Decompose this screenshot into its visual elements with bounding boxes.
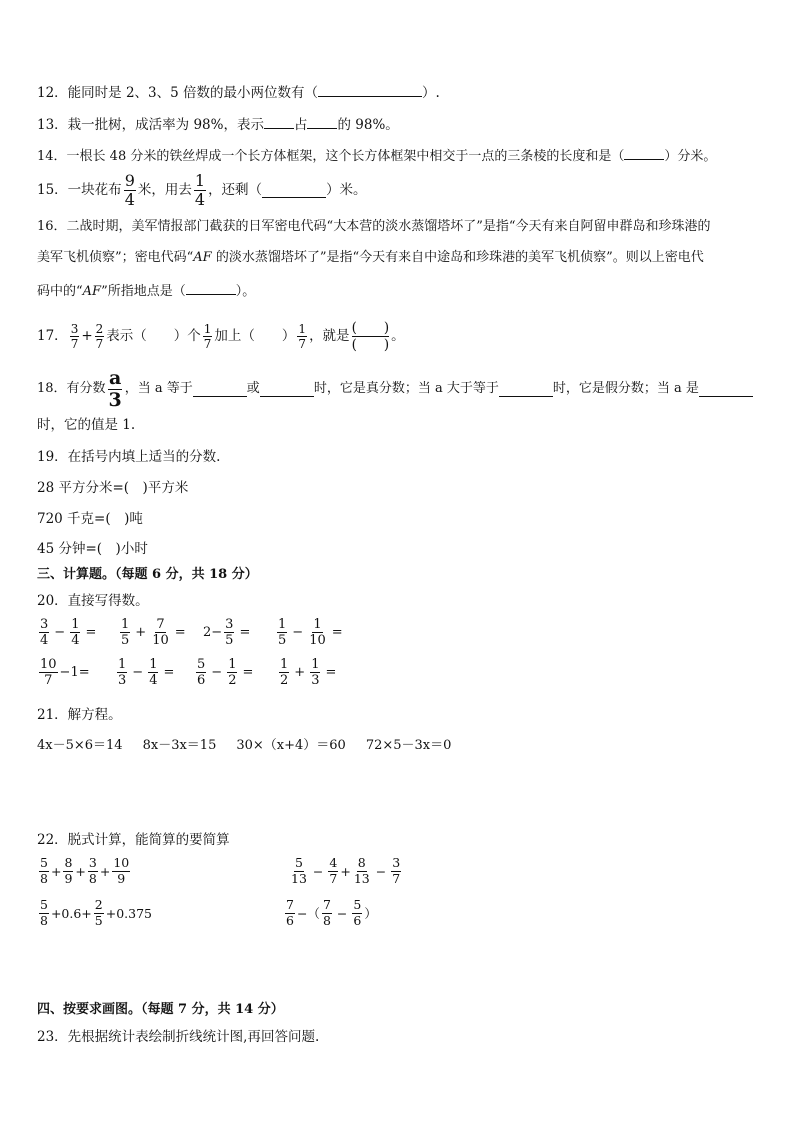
fraction-numerator: 8 xyxy=(64,855,73,870)
q20-title-text: 20．直接写得数。 xyxy=(37,593,149,609)
fraction-denominator: 6 xyxy=(197,673,206,688)
q18-text-b: ，当 a 等于 xyxy=(124,381,193,396)
equals-sign: = xyxy=(331,625,343,640)
q18-blank-2[interactable] xyxy=(260,382,314,397)
q16-line-3-text-b: ”所指地点是（ xyxy=(101,284,186,299)
q16-line-2-text-a: 美军飞机侦察”；密电代码“ xyxy=(37,250,194,265)
fraction-numerator: 1 xyxy=(121,617,130,632)
q15-fraction-1 xyxy=(124,170,136,209)
q20-item-4 xyxy=(275,618,346,647)
q20-item-8 xyxy=(277,658,339,687)
q20-item-6 xyxy=(115,658,177,687)
question-18-line-2 xyxy=(37,415,135,435)
fraction-denominator: 8 xyxy=(88,870,97,886)
q16-line-3-text-c: ）。 xyxy=(235,284,256,299)
fraction xyxy=(328,857,338,885)
fraction xyxy=(63,857,73,885)
fraction-numerator: 5 xyxy=(40,855,48,870)
fraction-numerator: 5 xyxy=(40,897,48,912)
fraction-denominator: 3 xyxy=(311,673,320,688)
q16-code-af: AF xyxy=(193,250,212,265)
equation-4: 72×5－3x＝0 xyxy=(365,738,452,753)
q23-text: 23．先根据统计表绘制折线统计图,再回答问题. xyxy=(37,1029,320,1045)
fraction-denominator: 4 xyxy=(40,633,49,648)
fraction-numerator: 3 xyxy=(40,617,49,632)
fraction-denominator: 5 xyxy=(225,633,234,648)
fraction-denominator: 7 xyxy=(329,870,338,886)
equals-sign: = xyxy=(239,625,251,640)
fraction-numerator: 2 xyxy=(94,897,103,912)
q17-text-c: 加上（ ） xyxy=(214,328,296,344)
question-13 xyxy=(37,114,399,135)
q18-text-d: 时，它是真分数；当 a 大于等于 xyxy=(313,381,499,396)
fraction-numerator: 3 xyxy=(88,855,97,870)
fraction-numerator: 7 xyxy=(286,897,294,912)
q17-fraction-4 xyxy=(297,323,307,350)
fraction-numerator: 9 xyxy=(124,170,135,190)
fraction-denominator: 2 xyxy=(228,673,237,688)
fraction-denominator: 8 xyxy=(322,912,331,928)
question-19-item-2 xyxy=(37,509,143,529)
q19-item-3-text: 45 分钟=( )小时 xyxy=(37,541,148,557)
question-16-line-1 xyxy=(37,217,710,237)
q14-blank[interactable] xyxy=(624,145,664,160)
fraction xyxy=(148,658,158,687)
q16-line-1-text: 16．二战时期，美军情报部门截获的日军密电代码“大本营的淡水蒸馏塔坏了”是指“今天有来自阿留申群岛和珍珠港的 xyxy=(37,219,711,234)
question-22-title xyxy=(37,830,230,850)
fraction-numerator: 1 xyxy=(311,657,320,672)
q15-text-c: ，还剩（ xyxy=(208,182,263,198)
fraction xyxy=(120,618,130,647)
operator: − xyxy=(132,665,144,680)
section-3-heading xyxy=(37,565,258,585)
q15-text-b: 米，用去 xyxy=(137,182,192,198)
q22-expression-b: $\frac{5}{13}$ − $\frac{4}{7}$ + $\frac{8}{13}$ − $\frac{3}{7}$ xyxy=(291,855,401,886)
q20-item-5 xyxy=(37,658,90,687)
fraction xyxy=(227,658,237,687)
fraction xyxy=(39,899,49,927)
question-16-line-3 xyxy=(37,280,255,302)
fraction-numerator: 1 xyxy=(280,657,289,672)
question-19-item-3 xyxy=(37,539,148,559)
fraction xyxy=(277,618,287,647)
q18-blank-4[interactable] xyxy=(699,382,753,397)
fraction-denominator: 4 xyxy=(194,189,206,209)
question-23 xyxy=(37,1027,319,1047)
equals-sign: = xyxy=(174,625,186,640)
operator: − xyxy=(54,625,66,640)
operator: + xyxy=(294,665,306,680)
question-17 xyxy=(37,314,405,358)
q18-text-a: 18．有分数 xyxy=(37,381,106,396)
fraction-denominator: 10 xyxy=(309,633,326,648)
q19-item-2-text: 720 千克=( )吨 xyxy=(37,511,143,527)
q18-blank-1[interactable] xyxy=(193,382,247,397)
expression-text: +0.375 xyxy=(105,905,152,921)
question-19-item-1 xyxy=(37,478,188,498)
question-14 xyxy=(37,145,716,167)
fraction xyxy=(352,899,362,927)
fraction xyxy=(70,618,80,647)
question-20-title xyxy=(37,591,149,611)
fraction xyxy=(39,857,49,885)
fraction xyxy=(39,618,49,647)
q22-expression-a: $\frac{5}{8}$ + $\frac{8}{9}$ + $\frac{3}{8}$ + $\frac{10}{9}$ xyxy=(40,855,130,886)
fraction xyxy=(151,618,170,647)
fraction-denominator: 7 xyxy=(95,336,104,351)
fraction xyxy=(285,899,295,927)
expression-prefix: 2− xyxy=(203,625,223,640)
q22-expression-c xyxy=(37,899,152,927)
fraction xyxy=(112,857,130,885)
question-18 xyxy=(37,366,753,411)
equation-1: 4x－5×6＝14 xyxy=(37,738,123,753)
q17-text-d: ，就是 xyxy=(309,328,350,344)
fraction-denominator: 7 xyxy=(298,336,307,351)
q21-title-text: 21．解方程。 xyxy=(37,707,122,723)
fraction xyxy=(224,618,234,647)
q13-blank-1[interactable] xyxy=(264,114,294,129)
question-19-title xyxy=(37,447,220,467)
fraction xyxy=(196,658,206,687)
fraction-denominator: 4 xyxy=(149,673,158,688)
q17-text-e: 。 xyxy=(391,328,405,344)
fraction-denominator: 13 xyxy=(353,870,370,886)
plus-sign: + xyxy=(81,328,93,344)
q16-line-2-text-b: 的淡水蒸馏塔坏了”是指“今天有来自中途岛和珍珠港的美军飞机侦察”。则以上密电代 xyxy=(211,250,704,265)
fraction-denominator: 5 xyxy=(278,633,287,648)
fraction-denominator: 9 xyxy=(117,870,126,886)
answer-numerator-blank[interactable]: ( ) xyxy=(351,319,390,336)
q17-answer-fraction[interactable] xyxy=(352,320,390,353)
fraction-numerator: 1 xyxy=(203,321,212,336)
q20-item-7 xyxy=(194,658,256,687)
fraction xyxy=(322,899,332,927)
q15-text-a: 15．一块花布 xyxy=(37,182,122,198)
fraction-numerator: 1 xyxy=(228,657,237,672)
section-4-heading xyxy=(37,1000,284,1020)
fraction xyxy=(310,658,320,687)
fraction xyxy=(391,857,401,885)
fraction-numerator: 7 xyxy=(322,897,331,912)
fraction-numerator: 10 xyxy=(40,657,57,672)
operator: + xyxy=(135,625,147,640)
q15-text-d: ）米。 xyxy=(326,182,367,198)
fraction-numerator: 1 xyxy=(118,657,127,672)
fraction-numerator: 4 xyxy=(329,855,338,870)
fraction-numerator: 1 xyxy=(278,617,287,632)
fraction-denominator: 4 xyxy=(124,189,135,209)
q16-code-af: AF xyxy=(82,284,102,299)
question-12 xyxy=(37,82,440,103)
q19-title-text: 19．在括号内填上适当的分数. xyxy=(37,449,221,465)
fraction-numerator: 10 xyxy=(113,855,130,870)
q13-text-a: 13．栽一批树，成活率为 98%，表示 xyxy=(37,117,264,133)
fraction-numerator: 1 xyxy=(313,617,322,632)
fraction-numerator: 3 xyxy=(392,855,401,870)
question-21-equations xyxy=(37,736,451,756)
q18-fraction-a-over-3 xyxy=(108,366,123,411)
fraction-denominator: 5 xyxy=(121,633,130,648)
q16-line-3-text-a: 码中的“ xyxy=(37,284,83,299)
fraction-denominator: 13 xyxy=(291,870,307,886)
equation-2: 8x－3x＝15 xyxy=(142,738,217,753)
fraction-denominator: 3 xyxy=(108,388,122,411)
fraction-denominator: 3 xyxy=(118,673,127,688)
fraction-denominator: 8 xyxy=(40,870,48,886)
q22-expression-d: $\frac{7}{6}$ −（ $\frac{7}{8}$ − $\frac{5}{6}$ ） xyxy=(286,897,377,928)
q17-fraction-1 xyxy=(70,323,80,350)
fraction-denominator: 7 xyxy=(70,336,79,351)
q12-text: 12．能同时是 2、3、5 倍数的最小两位数有（ xyxy=(37,85,319,101)
fraction-denominator: 8 xyxy=(40,912,48,928)
q17-number: 17． xyxy=(37,328,68,344)
fraction-denominator: 6 xyxy=(353,912,362,928)
q17-fraction-2 xyxy=(95,323,105,350)
equals-sign: = xyxy=(163,665,175,680)
q12-blank[interactable] xyxy=(318,82,422,97)
equals-sign: = xyxy=(242,665,254,680)
fraction-numerator: 5 xyxy=(197,657,206,672)
fraction xyxy=(117,658,127,687)
question-16-line-2 xyxy=(37,248,704,268)
q17-fraction-3 xyxy=(203,323,213,350)
fraction-denominator: 6 xyxy=(286,912,294,928)
q22-title-text: 22．脱式计算，能简算的要简算 xyxy=(37,832,230,848)
q13-text-b: 占 xyxy=(293,117,308,133)
q14-text-b: ）分米。 xyxy=(664,149,717,164)
fraction-numerator: 2 xyxy=(95,321,104,336)
expression-text: −（ xyxy=(296,906,320,921)
fraction-denominator: 10 xyxy=(152,633,169,648)
q18-blank-3[interactable] xyxy=(499,382,553,397)
equals-sign: = xyxy=(85,625,97,640)
fraction xyxy=(88,857,98,885)
fraction-numerator: 5 xyxy=(353,897,362,912)
q17-text-b: 表示（ ）个 xyxy=(106,328,201,344)
expression-suffix: −1= xyxy=(59,665,90,680)
answer-denominator-blank[interactable]: ( ) xyxy=(351,336,390,353)
fraction-denominator: 9 xyxy=(64,870,73,886)
fraction-numerator: 8 xyxy=(357,855,366,870)
fraction-numerator: 1 xyxy=(71,617,80,632)
equals-sign: = xyxy=(325,665,337,680)
fraction-numerator: 1 xyxy=(298,321,307,336)
expression-text: +0.6+ xyxy=(50,905,92,921)
operator: − xyxy=(292,625,304,640)
q13-blank-2[interactable] xyxy=(307,114,337,129)
fraction-numerator: 7 xyxy=(156,617,165,632)
q19-item-1-text: 28 平方分米=( )平方米 xyxy=(37,480,189,496)
question-21-title xyxy=(37,705,122,725)
q18-text-c: 或 xyxy=(246,381,260,396)
q13-text-c: 的 98%。 xyxy=(337,117,399,133)
fraction-denominator: 5 xyxy=(94,912,103,928)
q20-item-3 xyxy=(203,618,253,647)
section-4-heading-text: 四、按要求画图。（每题 7 分，共 14 分） xyxy=(37,1002,284,1017)
fraction-numerator: 3 xyxy=(70,321,79,336)
fraction-denominator: 2 xyxy=(280,673,289,688)
q18-text-e: 时，它是假分数；当 a 是 xyxy=(552,381,699,396)
expression-text: ） xyxy=(364,906,377,921)
fraction-numerator: 3 xyxy=(225,617,234,632)
q14-text-a: 14．一根长 48 分米的铁丝焊成一个长方体框架，这个长方体框架中相交于一点的三条棱的长度和是（ xyxy=(37,149,625,164)
question-15 xyxy=(37,172,367,208)
fraction xyxy=(308,618,327,647)
section-3-heading-text: 三、计算题。（每题 6 分，共 18 分） xyxy=(37,567,258,582)
q20-item-1 xyxy=(37,618,99,647)
fraction-numerator: a xyxy=(109,366,122,389)
operator: − xyxy=(211,665,223,680)
q15-fraction-2 xyxy=(194,170,206,209)
fraction-numerator: 1 xyxy=(194,170,206,190)
fraction-denominator: 4 xyxy=(71,633,80,648)
q18-line-2-text: 时，它的值是 1. xyxy=(37,417,136,433)
fraction-denominator: 7 xyxy=(203,336,212,351)
fraction xyxy=(39,658,58,687)
fraction xyxy=(290,857,308,885)
fraction xyxy=(94,899,104,927)
fraction-denominator: 7 xyxy=(44,673,53,688)
q12-end: ）. xyxy=(422,85,440,101)
q15-blank[interactable] xyxy=(262,183,326,198)
q16-blank[interactable] xyxy=(186,280,236,295)
fraction-denominator: 7 xyxy=(392,870,401,886)
fraction xyxy=(353,857,371,885)
fraction-numerator: 5 xyxy=(294,855,303,870)
q20-item-2 xyxy=(118,618,189,647)
equation-3: 30×（x+4）＝60 xyxy=(236,738,346,753)
fraction xyxy=(279,658,289,687)
fraction-numerator: 1 xyxy=(149,657,158,672)
